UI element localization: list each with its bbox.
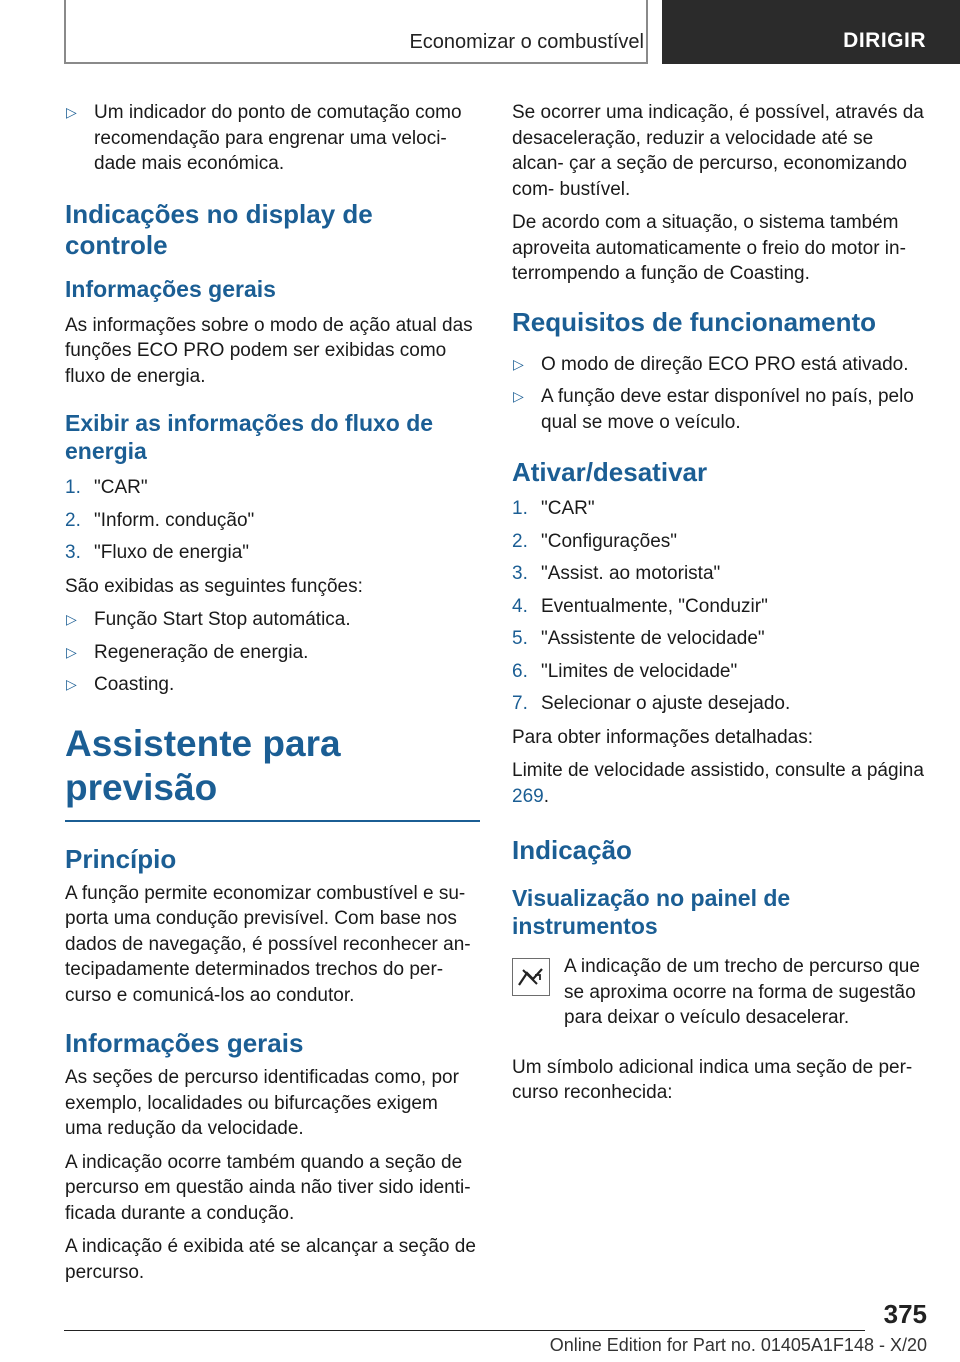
paragraph-symbol: Um símbolo adicional indica uma seção de per- curso reconhecida: (512, 1056, 913, 1103)
list-item: ▷ Regeneração de energia. (65, 640, 480, 666)
paragraph-info-2b: A indicação ocorre também quando a seção de percurso em questão ainda não tiver sido identi- ficada durante a condução. (65, 1151, 471, 1224)
paragraph-panel: A indicação de um trecho de percurso que se aproxima ocorre na forma de sugestão para deixar o veículo desacelerar. (564, 956, 920, 1028)
triangle-bullet-icon: ▷ (66, 104, 77, 120)
paragraph-engine-brake: De acordo com a situação, o sistema também aproveita automaticamente o freio do motor in- terrompendo a função de Coasting. (512, 212, 906, 284)
triangle-bullet-icon: ▷ (513, 388, 524, 404)
left-column (65, 100, 480, 1293)
heading-requirements: Requisitos de funcionamento (512, 306, 877, 337)
paragraph-info-2a: As seções de percurso identificadas como, por exemplo, localidades ou bifurcações exigem uma redução da velocidade. (65, 1067, 459, 1139)
flow-steps-list (65, 475, 480, 566)
heading-info-general-2: Informações gerais (65, 1028, 304, 1058)
activate-steps-list (512, 496, 930, 717)
list-item: 3. "Assist. ao motorista" (512, 563, 721, 584)
footer-divider (64, 1330, 865, 1331)
list-item: 1. "CAR" (65, 477, 148, 498)
intro-bullet-list (65, 100, 480, 177)
heading-principle: Princípio (65, 843, 177, 874)
list-item: 3. "Fluxo de energia" (65, 542, 250, 563)
paragraph-principle: A função permite economizar combustível e su- porta uma condução previsível. Com base nos dados de navegação, é possível reconhecer an- tecipadamente determinados trechos do per- curso e comunicá-los ao condutor. (65, 882, 471, 1006)
list-item: 6. "Limites de velocidade" (512, 660, 738, 682)
list-item: ▷ Um indicador do ponto de comutação como recomendação para engrenar uma veloci- dade mais económica. (66, 102, 462, 174)
heading-instrument-panel: Visualização no painel de instrumentos (512, 885, 791, 939)
footer-edition: Online Edition for Part no. 01405A1F148 - X/20 (549, 1335, 927, 1355)
page-reference-link[interactable]: 269 (512, 785, 544, 807)
list-item: 2. "Inform. condução" (65, 509, 255, 531)
list-item: 5. "Assistente de velocidade" (512, 628, 765, 649)
heading-info-general-1: Informações gerais (65, 275, 276, 302)
paragraph-info-1: As informações sobre o modo de ação atual das funções ECO PRO podem ser exibidas como fluxo de energia. (65, 314, 473, 387)
triangle-bullet-icon: ▷ (66, 611, 77, 627)
header-chapter-tab (662, 0, 960, 64)
list-item: 2. "Configurações" (512, 530, 678, 552)
header-chapter-label: DIRIGIR (843, 29, 926, 52)
paragraph-speed-limit: Limite de velocidade assistido, consulte a página 269. (512, 760, 924, 807)
page-number: 375 (883, 1299, 927, 1329)
paragraph-functions: São exibidas as seguintes funções: (65, 575, 363, 597)
curve-warning-icon (512, 958, 550, 996)
list-item: 4. Eventualmente, "Conduzir" (512, 595, 768, 617)
list-item: ▷ A função deve estar disponível no país, pelo qual se move o veículo. (513, 386, 914, 433)
paragraph-indication: Se ocorrer uma indicação, é possível, através da desaceleração, reduzir a velocidade até se alcan- çar a seção de percurso, economizando com- bustível. (512, 102, 924, 200)
functions-bullet-list (65, 607, 480, 698)
triangle-bullet-icon: ▷ (513, 355, 524, 372)
heading-indication: Indicação (512, 835, 632, 865)
instrument-panel-note (512, 954, 930, 1031)
right-column (512, 100, 930, 1114)
list-item: 1. "CAR" (512, 498, 595, 519)
requirements-bullet-list (512, 352, 930, 436)
heading-activate: Ativar/desativar (512, 457, 708, 487)
triangle-bullet-icon: ▷ (66, 643, 77, 660)
heading-assistant: Assistente para previsão (65, 722, 480, 822)
list-item: ▷ O modo de direção ECO PRO está ativado. (512, 352, 930, 378)
list-item: ▷ Função Start Stop automática. (65, 607, 480, 633)
paragraph-info-2c: A indicação é exibida até se alcançar a seção de percurso. (65, 1236, 476, 1283)
header-section-title: Economizar o combustível (409, 31, 644, 53)
list-item: ▷ Coasting. (65, 672, 480, 698)
heading-energy-flow: Exibir as informações do fluxo de energia (65, 410, 434, 464)
paragraph-more-info: Para obter informações detalhadas: (512, 726, 814, 748)
list-item: 7. Selecionar o ajuste desejado. (512, 693, 791, 714)
triangle-bullet-icon: ▷ (66, 676, 77, 692)
heading-display: Indicações no display de controle (65, 198, 373, 260)
